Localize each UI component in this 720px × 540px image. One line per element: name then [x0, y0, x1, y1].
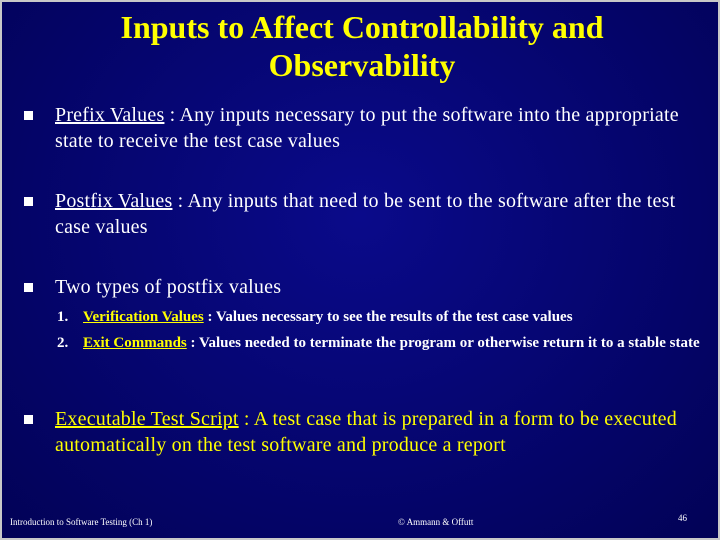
- two-types-text: Two types of postfix values: [55, 276, 282, 298]
- bullet-postfix-values: [24, 188, 710, 240]
- square-bullet-icon: [24, 415, 33, 424]
- footer-copyright: © Ammann & Offutt: [398, 517, 474, 527]
- term-executable-test-script: Executable Test Script: [55, 408, 239, 430]
- square-bullet-icon: [24, 111, 33, 120]
- square-bullet-icon: [24, 283, 33, 292]
- term-exit-commands: Exit Commands: [83, 335, 187, 351]
- definition-verification-values: : Values necessary to see the results of the test case values: [203, 309, 573, 325]
- footer-course-title: Introduction to Software Testing (Ch 1): [10, 517, 153, 527]
- square-bullet-icon: [24, 197, 33, 206]
- definition-exit-commands: : Values needed to terminate the program or otherwise return it to a stable state: [186, 335, 700, 351]
- subitem-number: 2.: [57, 335, 69, 351]
- term-postfix-values: Postfix Values: [55, 190, 173, 212]
- subitem-number: 1.: [57, 309, 69, 325]
- definition-executable-test-script: : A test case that is prepared in a form to be executed automatically on the test software and produce a report: [55, 408, 677, 456]
- subitem-verification-values: [57, 308, 707, 327]
- bullet-prefix-values: [24, 102, 710, 154]
- bullet-executable-test-script: [24, 406, 710, 458]
- term-verification-values: Verification Values: [83, 309, 204, 325]
- bullet-two-types: [24, 274, 710, 300]
- title-line-2: Observability: [268, 47, 456, 83]
- slide-title: [2, 8, 720, 84]
- title-line-1: Inputs to Affect Controllability and: [120, 9, 604, 45]
- footer-page-number: 46: [678, 513, 687, 523]
- definition-prefix-values: : Any inputs necessary to put the software into the appropriate state to receive the test case values: [55, 104, 679, 152]
- definition-postfix-values: : Any inputs that need to be sent to the software after the test case values: [55, 190, 676, 238]
- term-prefix-values: Prefix Values: [55, 104, 165, 126]
- subitem-exit-commands: [57, 334, 707, 353]
